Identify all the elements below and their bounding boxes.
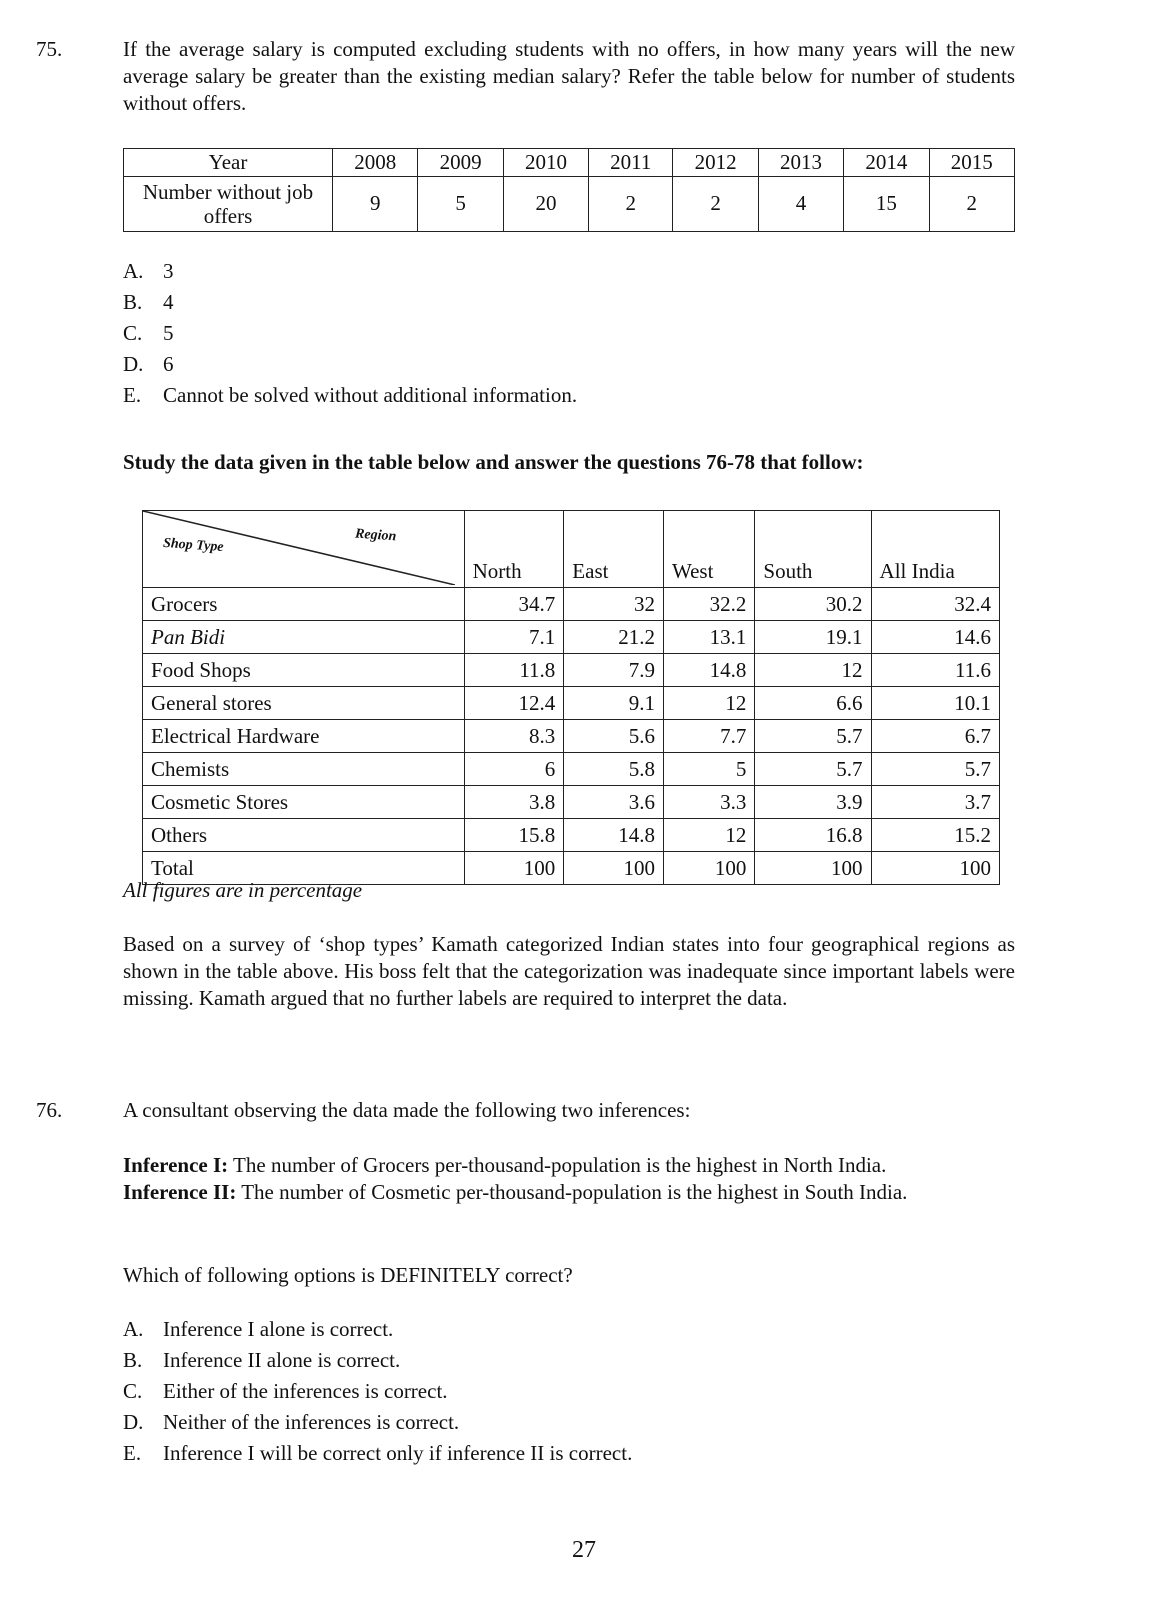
value-cell: 32	[564, 588, 664, 621]
survey-paragraph: Based on a survey of ‘shop types’ Kamath categorized Indian states into four geographical regions as shown in the table above. His boss felt that the categorization was inadequate since important labels were missing. Kamath argued that no further labels are required to interpret the data.	[123, 932, 1015, 1010]
shop-type-cell: Electrical Hardware	[143, 720, 465, 753]
year-cell: 2013	[758, 149, 843, 177]
option-text: Inference II alone is correct.	[163, 1348, 401, 1372]
value-cell: 100	[755, 852, 871, 885]
value-cell: 3.3	[663, 786, 754, 819]
shop-type-cell: Grocers	[143, 588, 465, 621]
option-letter: B.	[123, 290, 143, 314]
without-offers-header: Number without job offers	[124, 176, 333, 231]
inference-1-label: Inference I:	[123, 1153, 229, 1177]
value-cell: 7.7	[663, 720, 754, 753]
inference-2	[123, 1179, 1015, 1206]
value-cell: 100	[871, 852, 999, 885]
question-75-text: If the average salary is computed excluding students with no offers, in how many years will the new average salary be greater than the existing median salary? Refer the table below for number of students without offers.	[123, 37, 1015, 115]
value-cell: 100	[564, 852, 664, 885]
shop-type-label: Shop Type	[162, 535, 225, 556]
option-text: Inference I will be correct only if inference II is correct.	[163, 1441, 633, 1465]
option-letter: C.	[123, 321, 143, 345]
year-cell: 2009	[418, 149, 503, 177]
question-76-options	[123, 1316, 632, 1471]
value-cell: 5	[663, 753, 754, 786]
count-cell: 5	[418, 176, 503, 231]
table-row	[124, 149, 1015, 177]
option	[123, 1378, 632, 1409]
column-header: East	[564, 511, 664, 588]
value-cell: 10.1	[871, 687, 999, 720]
inference-2-label: Inference II:	[123, 1180, 237, 1204]
value-cell: 12	[663, 819, 754, 852]
count-cell: 4	[758, 176, 843, 231]
option-text: 4	[163, 290, 174, 314]
value-cell: 15.8	[464, 819, 564, 852]
value-cell: 3.7	[871, 786, 999, 819]
shop-type-cell: Total	[143, 852, 465, 885]
value-cell: 14.6	[871, 621, 999, 654]
table-row	[143, 720, 1000, 753]
table-row	[143, 819, 1000, 852]
option-letter: E.	[123, 383, 142, 407]
job-offers-table	[123, 148, 1015, 232]
count-cell: 9	[333, 176, 418, 231]
count-cell: 2	[673, 176, 758, 231]
value-cell: 14.8	[564, 819, 664, 852]
shop-type-table	[142, 510, 1000, 885]
option	[123, 320, 577, 351]
value-cell: 100	[464, 852, 564, 885]
value-cell: 14.8	[663, 654, 754, 687]
option	[123, 1409, 632, 1440]
value-cell: 30.2	[755, 588, 871, 621]
shop-type-cell: Pan Bidi	[143, 621, 465, 654]
value-cell: 34.7	[464, 588, 564, 621]
inference-2-text: The number of Cosmetic per-thousand-population is the highest in South India.	[236, 1180, 908, 1204]
value-cell: 7.1	[464, 621, 564, 654]
table-header-row	[143, 511, 1000, 588]
value-cell: 32.2	[663, 588, 754, 621]
count-cell: 2	[589, 176, 673, 231]
value-cell: 6.7	[871, 720, 999, 753]
value-cell: 12	[755, 654, 871, 687]
shop-type-cell: Cosmetic Stores	[143, 786, 465, 819]
option-text: Cannot be solved without additional information.	[163, 383, 578, 407]
table-row	[143, 654, 1000, 687]
option	[123, 1316, 632, 1347]
inference-1-text: The number of Grocers per-thousand-population is the highest in North India.	[228, 1153, 887, 1177]
table-row	[143, 753, 1000, 786]
value-cell: 19.1	[755, 621, 871, 654]
option-letter: A.	[123, 1317, 144, 1341]
option-text: Inference I alone is correct.	[163, 1317, 394, 1341]
option-text: 6	[163, 352, 174, 376]
column-header: All India	[871, 511, 999, 588]
value-cell: 7.9	[564, 654, 664, 687]
value-cell: 100	[663, 852, 754, 885]
page-number: 27	[572, 1537, 596, 1563]
table-row	[143, 588, 1000, 621]
value-cell: 3.9	[755, 786, 871, 819]
value-cell: 5.7	[871, 753, 999, 786]
value-cell: 16.8	[755, 819, 871, 852]
option-letter: D.	[123, 352, 144, 376]
option	[123, 1347, 632, 1378]
year-header: Year	[124, 149, 333, 177]
option	[123, 289, 577, 320]
question-76-number: 76.	[36, 1098, 63, 1122]
section-heading: Study the data given in the table below and answer the questions 76-78 that follow:	[123, 450, 864, 474]
option	[123, 351, 577, 382]
value-cell: 9.1	[564, 687, 664, 720]
option-text: Either of the inferences is correct.	[163, 1379, 448, 1403]
option-letter: D.	[123, 1410, 144, 1434]
table-note: All figures are in percentage	[123, 878, 363, 902]
question-75-options	[123, 258, 577, 413]
year-cell: 2014	[844, 149, 929, 177]
option	[123, 382, 577, 413]
value-cell: 11.6	[871, 654, 999, 687]
column-header: West	[663, 511, 754, 588]
shop-type-cell: Others	[143, 819, 465, 852]
value-cell: 5.8	[564, 753, 664, 786]
option-text: Neither of the inferences is correct.	[163, 1410, 460, 1434]
value-cell: 5.7	[755, 720, 871, 753]
shop-type-cell: Food Shops	[143, 654, 465, 687]
shop-type-cell: Chemists	[143, 753, 465, 786]
value-cell: 13.1	[663, 621, 754, 654]
option-letter: B.	[123, 1348, 143, 1372]
year-cell: 2015	[929, 149, 1014, 177]
value-cell: 32.4	[871, 588, 999, 621]
count-cell: 15	[844, 176, 929, 231]
table-row	[143, 687, 1000, 720]
count-cell: 2	[929, 176, 1014, 231]
value-cell: 12.4	[464, 687, 564, 720]
value-cell: 12	[663, 687, 754, 720]
year-cell: 2008	[333, 149, 418, 177]
question-75-number: 75.	[36, 37, 63, 61]
corner-cell	[143, 511, 465, 588]
column-header: North	[464, 511, 564, 588]
inference-1	[123, 1152, 1015, 1179]
question-76-intro: A consultant observing the data made the following two inferences:	[123, 1098, 691, 1122]
year-cell: 2011	[589, 149, 673, 177]
shop-type-cell: General stores	[143, 687, 465, 720]
table-row	[124, 176, 1015, 231]
value-cell: 8.3	[464, 720, 564, 753]
column-header: South	[755, 511, 871, 588]
count-cell: 20	[503, 176, 588, 231]
option-letter: E.	[123, 1441, 142, 1465]
option-text: 3	[163, 259, 174, 283]
value-cell: 5.7	[755, 753, 871, 786]
value-cell: 21.2	[564, 621, 664, 654]
option-letter: A.	[123, 259, 144, 283]
value-cell: 15.2	[871, 819, 999, 852]
value-cell: 11.8	[464, 654, 564, 687]
table-row	[143, 786, 1000, 819]
value-cell: 6	[464, 753, 564, 786]
option	[123, 1440, 632, 1471]
value-cell: 6.6	[755, 687, 871, 720]
option-text: 5	[163, 321, 174, 345]
option-letter: C.	[123, 1379, 143, 1403]
year-cell: 2012	[673, 149, 758, 177]
value-cell: 5.6	[564, 720, 664, 753]
region-label: Region	[354, 526, 397, 545]
year-cell: 2010	[503, 149, 588, 177]
table-row	[143, 621, 1000, 654]
question-76-text: Which of following options is DEFINITELY correct?	[123, 1263, 573, 1287]
value-cell: 3.6	[564, 786, 664, 819]
option	[123, 258, 577, 289]
value-cell: 3.8	[464, 786, 564, 819]
